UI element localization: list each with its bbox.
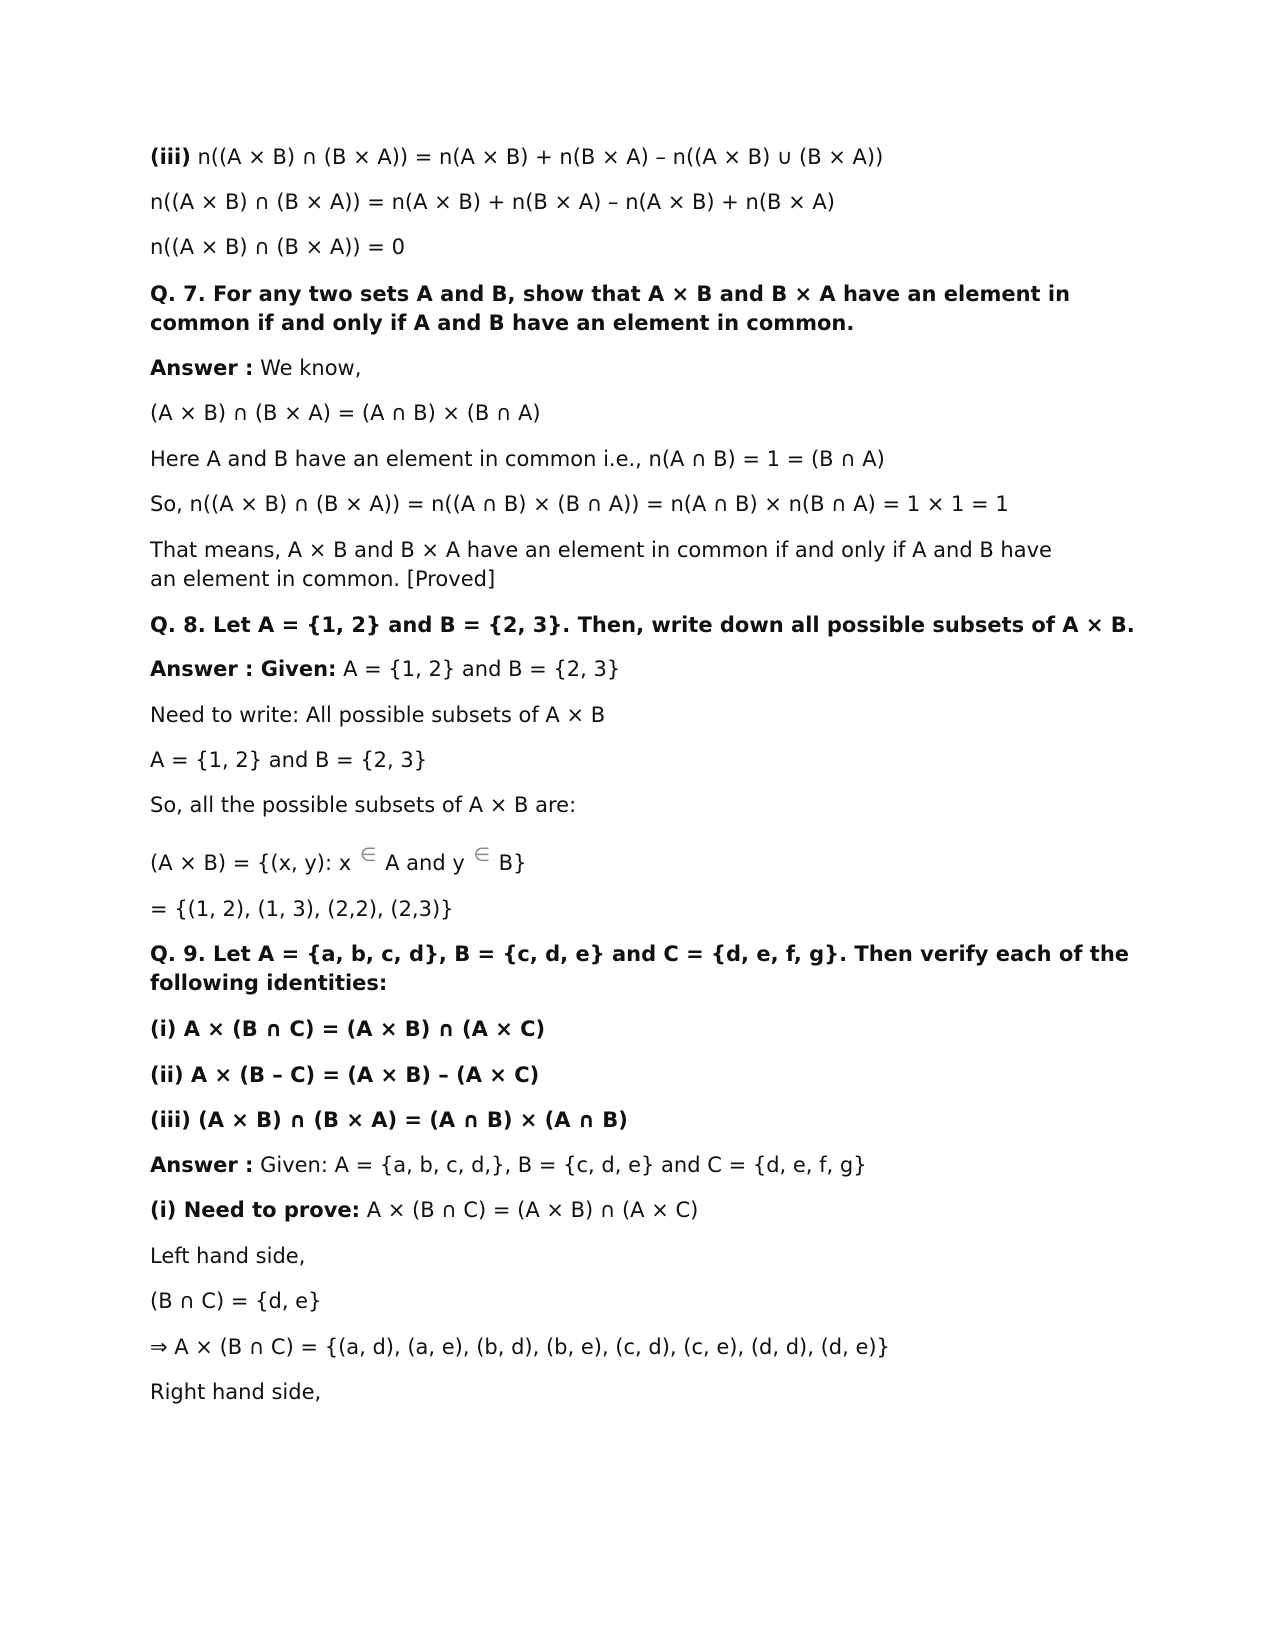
text: Given: A = {a, b, c, d,}, B = {c, d, e} and C = {d, e, f, g} xyxy=(253,1153,867,1177)
identity-iii: (iii) (A × B) ∩ (B × A) = (A ∩ B) × (A ∩ B) xyxy=(150,1108,628,1132)
line-7-3: So, n((A × B) ∩ (B × A)) = n((A ∩ B) × (B ∩ A)) = n(A ∩ B) × n(B ∩ A) = 1 × 1 = 1 xyxy=(150,492,1009,516)
text: B} xyxy=(492,851,527,875)
label-iii: (iii) xyxy=(150,145,191,169)
answer-label: Answer : xyxy=(150,356,254,380)
line-7-4a: That means, A × B and B × A have an element in common if and only if A and B have xyxy=(150,538,1052,562)
text: (A × B) = {(x, y): x xyxy=(150,851,358,875)
question-9-line-1: Q. 9. Let A = {a, b, c, d}, B = {c, d, e} and C = {d, e, f, g}. Then verify each of the xyxy=(150,942,1130,966)
answer-label: Answer : xyxy=(150,1153,254,1177)
text: n((A × B) ∩ (B × A)) = n(A × B) + n(B × A) – n((A × B) ∪ (B × A)) xyxy=(190,145,884,169)
answer-9 xyxy=(150,1150,1150,1180)
line-9-4: Right hand side, xyxy=(150,1380,322,1404)
question-8: Q. 8. Let A = {1, 2} and B = {2, 3}. Then, write down all possible subsets of A × B. xyxy=(150,613,1135,637)
question-9-line-2: following identities: xyxy=(150,971,388,995)
identity-i: (i) A × (B ∩ C) = (A × B) ∩ (A × C) xyxy=(150,1017,546,1041)
answer-label: Answer : Given: xyxy=(150,657,337,681)
text: A × (B ∩ C) = (A × B) ∩ (A × C) xyxy=(360,1198,699,1222)
line-9-2: (B ∩ C) = {d, e} xyxy=(150,1289,322,1313)
line-iii-identity xyxy=(150,142,1150,172)
answer-8 xyxy=(150,654,1150,684)
line-result: n((A × B) ∩ (B × A)) = 0 xyxy=(150,235,405,259)
line-derivation: n((A × B) ∩ (B × A)) = n(A × B) + n(B × A) – n(A × B) + n(B × A) xyxy=(150,190,835,214)
line-8-4 xyxy=(150,844,1150,879)
line-9-1: Left hand side, xyxy=(150,1244,306,1268)
question-7-line-2: common if and only if A and B have an element in common. xyxy=(150,311,855,335)
line-9-3: ⇒ A × (B ∩ C) = {(a, d), (a, e), (b, d), (b, e), (c, d), (c, e), (d, d), (d, e)} xyxy=(150,1335,890,1359)
line-8-5: = {(1, 2), (1, 3), (2,2), (2,3)} xyxy=(150,897,454,921)
text: A = {1, 2} and B = {2, 3} xyxy=(336,657,621,681)
line-8-2: A = {1, 2} and B = {2, 3} xyxy=(150,748,428,772)
element-of-symbol: ∈ xyxy=(359,844,377,866)
line-7-2: Here A and B have an element in common i.e., n(A ∩ B) = 1 = (B ∩ A) xyxy=(150,447,885,471)
line-8-3: So, all the possible subsets of A × B are: xyxy=(150,793,577,817)
element-of-symbol: ∈ xyxy=(473,844,490,866)
text: We know, xyxy=(253,356,362,380)
line-7-4b: an element in common. [Proved] xyxy=(150,567,496,591)
line-7-1: (A × B) ∩ (B × A) = (A ∩ B) × (B ∩ A) xyxy=(150,401,541,425)
line-8-1: Need to write: All possible subsets of A × B xyxy=(150,703,606,727)
proof-9-i xyxy=(150,1195,1150,1225)
text: A and y xyxy=(378,851,472,875)
identity-ii: (ii) A × (B – C) = (A × B) – (A × C) xyxy=(150,1063,540,1087)
answer-7 xyxy=(150,353,1150,383)
question-7-line-1: Q. 7. For any two sets A and B, show that A × B and B × A have an element in xyxy=(150,282,1071,306)
proof-label: (i) Need to prove: xyxy=(150,1198,361,1222)
